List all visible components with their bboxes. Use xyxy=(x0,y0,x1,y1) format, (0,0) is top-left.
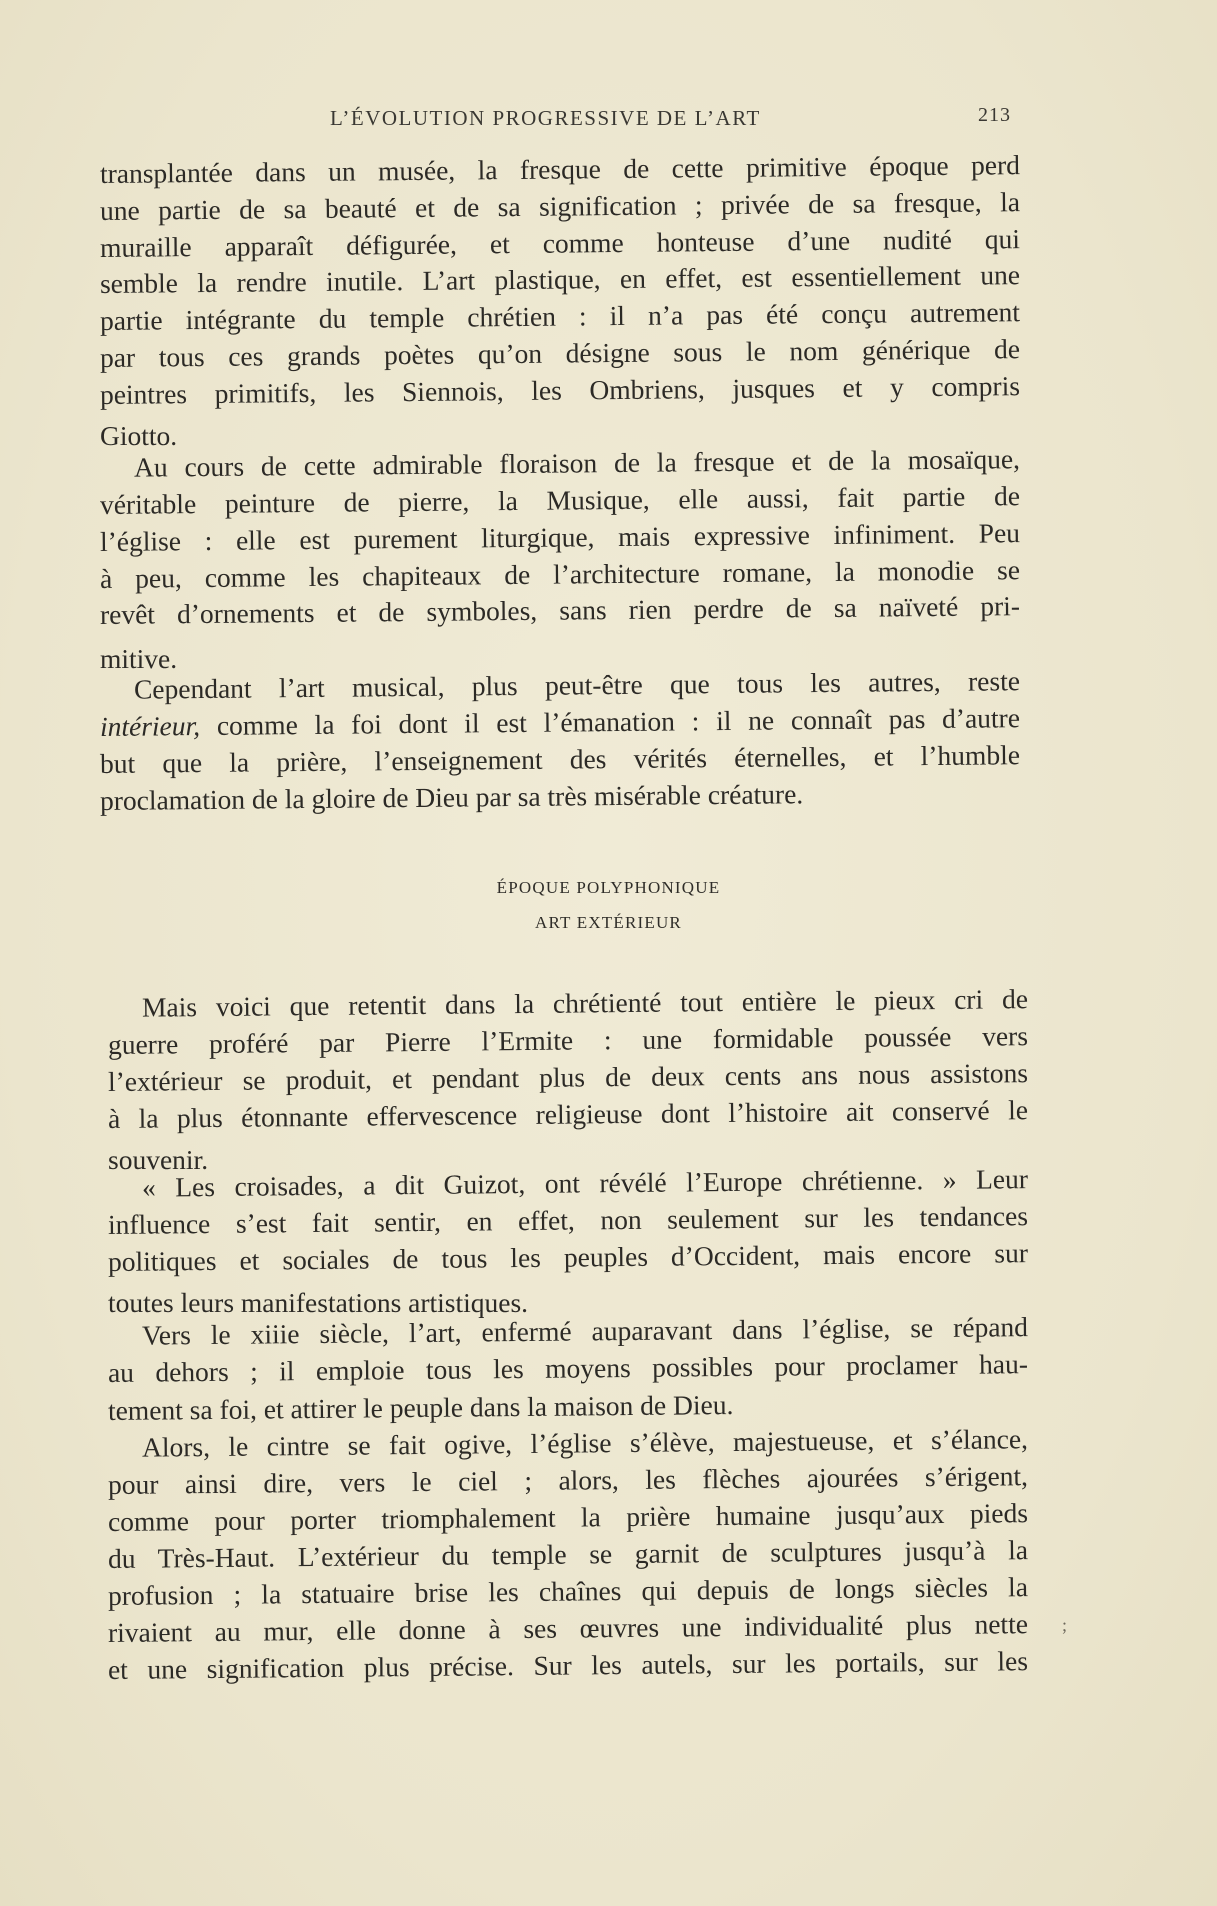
text-line: proclamation de la gloire de Dieu par sa très misérable créature. xyxy=(99,778,804,816)
emphasized-word: intérieur, xyxy=(99,710,201,742)
text-line: l’extérieur se produit, et pendant plus de deux cents ans nous assistons xyxy=(107,1057,1029,1097)
text-line: tement sa foi, et attirer le peuple dans la maison de Dieu. xyxy=(107,1388,734,1426)
text-line: Vers le xiiie siècle, l’art, enfermé auparavant dans l’église, se répand xyxy=(141,1311,1029,1351)
margin-mark: ; xyxy=(1062,1615,1068,1635)
text-line: « Les croisades, a dit Guizot, ont révélé l’Europe chrétienne. » Leur xyxy=(141,1163,1029,1203)
text-line: comme pour porter triomphalement la prière humaine jusqu’aux pieds xyxy=(107,1497,1029,1537)
text-line: au dehors ; il emploie tous les moyens possibles pour proclamer hau- xyxy=(107,1348,1029,1388)
text-line: par tous ces grands poètes qu’on désigne sous le nom générique de xyxy=(99,333,1021,373)
text-line: à la plus étonnante effervescence religieuse dont l’histoire ait conservé le xyxy=(107,1094,1029,1134)
text-line: influence s’est fait sentir, en effet, non seulement sur les tendances xyxy=(107,1200,1029,1240)
text-line: peintres primitifs, les Siennois, les Ombriens, jusques et y compris xyxy=(99,370,1021,410)
text-line: l’église : elle est purement liturgique, mais expressive infiniment. Peu xyxy=(99,517,1021,557)
text-line: partie intégrante du temple chrétien : il n’a pas été conçu autrement xyxy=(99,296,1021,336)
text-line: toutes leurs manifestations artistiques. xyxy=(108,1287,529,1318)
text-line: véritable peinture de pierre, la Musique, elle aussi, fait partie de xyxy=(99,480,1021,520)
text-line: Au cours de cette admirable floraison de la fresque et de la mosaïque, xyxy=(133,443,1021,483)
text-line: but que la prière, l’enseignement des vérités éternelles, et l’humble xyxy=(99,739,1021,779)
text-line-rest: comme la foi dont il est l’émanation : il ne connaît pas d’autre xyxy=(216,702,1021,741)
text-line: Cependant l’art musical, plus peut-être que tous les autres, reste xyxy=(133,665,1021,705)
section-heading: ÉPOQUE POLYPHONIQUE xyxy=(496,878,721,897)
text-line: à peu, comme les chapiteaux de l’architecture romane, la monodie se xyxy=(99,554,1021,594)
text-line: politiques et sociales de tous les peuples d’Occident, mais encore sur xyxy=(107,1237,1029,1277)
text-line: muraille apparaît défigurée, et comme honteuse d’une nudité qui xyxy=(99,223,1021,263)
text-line: mitive. xyxy=(100,643,178,674)
text-line: rivaient au mur, elle donne à ses œuvres une individualité plus nette xyxy=(107,1608,1029,1648)
text-line: Alors, le cintre se fait ogive, l’église s’élève, majestueuse, et s’élance, xyxy=(141,1423,1029,1463)
text-line: semble la rendre inutile. L’art plastique, en effet, est essentiellement une xyxy=(99,259,1021,299)
text-line: une partie de sa beauté et de sa signification ; privée de sa fresque, la xyxy=(99,186,1021,226)
text-line: profusion ; la statuaire brise les chaînes qui depuis de longs siècles la xyxy=(107,1571,1029,1611)
text-line: du Très-Haut. L’extérieur du temple se garnit de sculptures jusqu’à la xyxy=(107,1534,1029,1574)
text-line: Giotto. xyxy=(100,420,178,451)
section-subheading: ART EXTÉRIEUR xyxy=(535,913,682,932)
text-line: guerre proféré par Pierre l’Ermite : une formidable poussée vers xyxy=(107,1020,1029,1060)
text-line: transplantée dans un musée, la fresque de cette primitive époque perd xyxy=(99,149,1021,189)
text-line: Mais voici que retentit dans la chrétienté tout entière le pieux cri de xyxy=(141,983,1029,1023)
page-number: 213 xyxy=(978,104,1011,126)
text-line: revêt d’ornements et de symboles, sans rien perdre de sa naïveté pri- xyxy=(99,590,1021,630)
text-line: et une signification plus précise. Sur les autels, sur les portails, sur les xyxy=(107,1645,1029,1685)
running-title: L’ÉVOLUTION PROGRESSIVE DE L’ART xyxy=(330,106,761,130)
text-line: souvenir. xyxy=(108,1144,209,1175)
text-line: pour ainsi dire, vers le ciel ; alors, les flèches ajourées s’érigent, xyxy=(107,1460,1029,1500)
running-head xyxy=(330,106,1030,136)
